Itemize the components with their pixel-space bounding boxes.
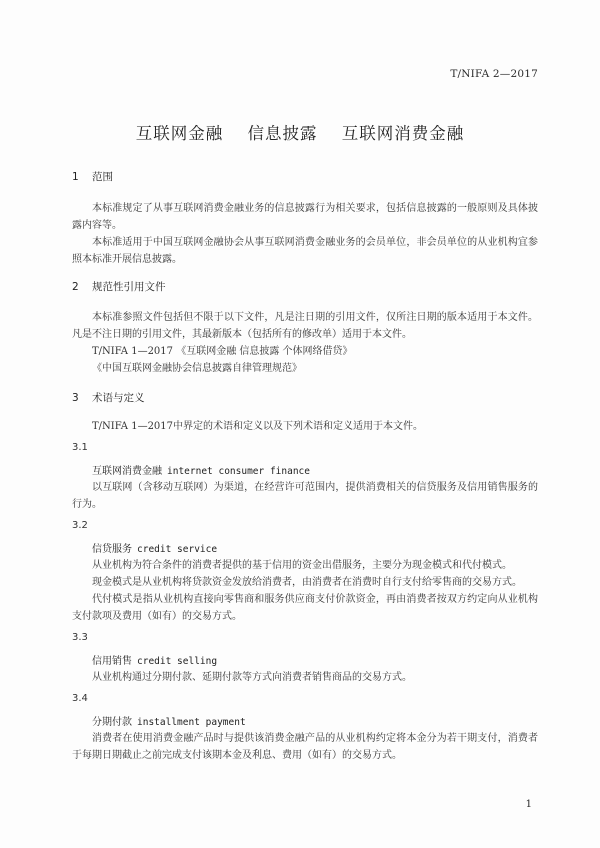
term-3-4-heading [72, 715, 538, 730]
term-3-4-number: 3.4 [72, 693, 88, 704]
document-title [0, 120, 600, 144]
title-part-2: 信息披露 [247, 124, 318, 143]
section-number: 3 [72, 392, 79, 404]
section-number: 2 [72, 281, 79, 293]
term-cn: 信贷服务 [92, 544, 132, 555]
term-3-2-definition-3: 代付模式是指从业机构直接向零售商和服务供应商支付价款资金，再由消费者按双方约定向从业机构支付款项及费用（如有）的交易方式。 [72, 594, 538, 622]
section-1-paragraph-2: 本标准适用于中国互联网金融协会从事互联网消费金融业务的会员单位，非会员单位的从业机构宜参照本标准开展信息披露。 [72, 237, 538, 265]
term-en: internet consumer finance [167, 466, 310, 477]
title-part-3: 互联网消费金融 [341, 124, 465, 143]
section-title: 规范性引用文件 [92, 281, 166, 293]
reference-2: 《中国互联网金融协会信息披露自律管理规范》 [92, 363, 302, 374]
page-number: 1 [525, 799, 532, 810]
section-1-heading [72, 170, 538, 184]
term-cn: 分期付款 [92, 717, 132, 728]
term-3-3-definition: 从业机构通过分期付款、延期付款等方式向消费者销售商品的交易方式。 [92, 672, 412, 683]
term-en: credit selling [137, 656, 218, 667]
term-3-4-definition: 消费者在使用消费金融产品时与提供该消费金融产品的从业机构约定将本金分为若干期支付，消费者于每期日期截止之前完成支付该期本金及利息、费用（如有）的交易方式。 [72, 733, 538, 761]
term-3-2-heading [72, 542, 538, 557]
term-3-3-number: 3.3 [72, 632, 88, 643]
document-body [72, 170, 538, 764]
term-3-1-number: 3.1 [72, 442, 88, 453]
term-en: installment payment [137, 717, 246, 728]
term-3-2-number: 3.2 [72, 520, 88, 531]
section-title: 范围 [92, 171, 113, 183]
section-3-paragraph-1: T/NIFA 1—2017中界定的术语和定义以及下列术语和定义适用于本文件。 [92, 421, 424, 432]
term-3-1-definition: 以互联网（含移动互联网）为渠道，在经营许可范围内，提供消费相关的信贷服务及信用销售服务的行为。 [72, 482, 538, 510]
section-2-paragraph-1: 本标准参照文件包括但不限于以下文件，凡是注日期的引用文件，仅所注日期的版本适用于本文件。凡是不注日期的引用文件，其最新版本（包括所有的修改单）适用于本文件。 [72, 312, 538, 340]
section-2-heading [72, 280, 538, 294]
term-en: credit service [137, 544, 218, 555]
term-3-1-heading [72, 464, 538, 479]
term-3-3-heading [72, 654, 538, 669]
section-3-heading [72, 391, 538, 405]
section-title: 术语与定义 [92, 392, 145, 404]
standard-code: T/NIFA 2—2017 [450, 68, 538, 80]
reference-1: T/NIFA 1—2017 《互联网金融 信息披露 个体网络借贷》 [92, 346, 353, 357]
term-3-2-definition-1: 从业机构为符合条件的消费者提供的基于信用的资金出借服务，主要分为现金模式和代付模式。 [92, 560, 512, 571]
term-cn: 信用销售 [92, 656, 132, 667]
term-3-2-definition-2: 现金模式是从业机构将贷款资金发放给消费者，由消费者在消费时自行支付给零售商的交易方式。 [92, 577, 522, 588]
title-part-1: 互联网金融 [135, 124, 224, 143]
section-1-paragraph-1: 本标准规定了从事互联网消费金融业务的信息披露行为相关要求，包括信息披露的一般原则及具体披露内容等。 [72, 203, 538, 231]
section-number: 1 [72, 171, 79, 183]
term-cn: 互联网消费金融 [92, 466, 162, 477]
